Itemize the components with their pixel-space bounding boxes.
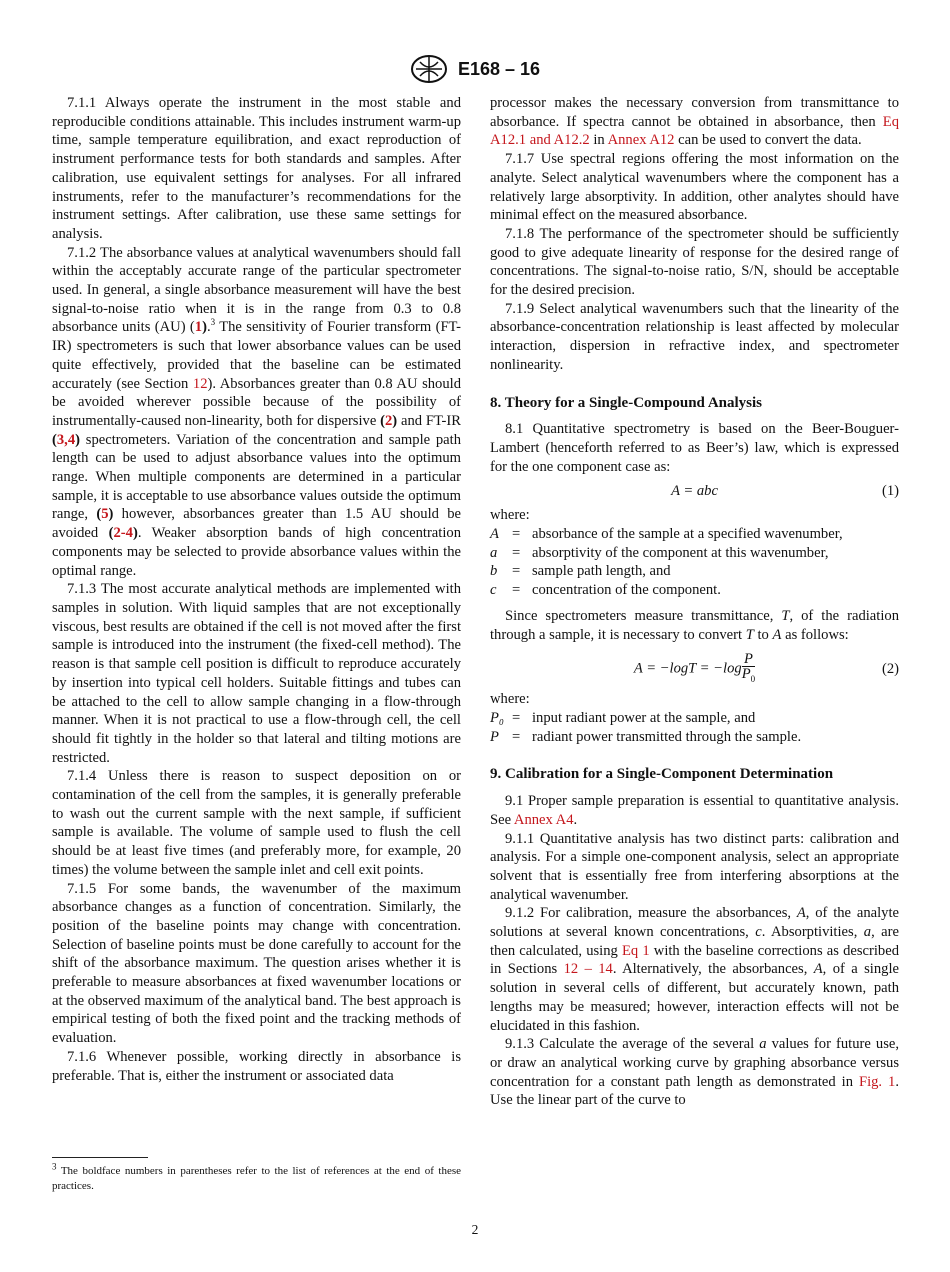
footnote-divider <box>52 1157 148 1158</box>
equation-2-number: (2) <box>881 661 899 678</box>
paragraph-7-1-2: 7.1.2 The absorbance values at analytical wavenumbers should fall within the acceptably accurate range of the particular spectrometer used. In general, a single absorbance measurement will have the best signal-to-noise ratio when it is in the range from 0.3 to 0.8 absorbance units (AU) (1).$^3$ The sensitivity of Fourier transform (FT-IR) spectrometers is such that lower absorbance values can be used quite effectively, provided that the baseline can be estimated accurately (see Section 12). Absorbances greater than 0.8 AU should be avoided wherever possible because of the possibility of instrumentally-caused non-linearity, both for dispersive (2) and FT-IR (3,4) spectrometers. Variation of the concentration and sample path length can be used to adjust absorbance values into the optimum range. When multiple components are determined in a particular sample, it is acceptable to use absorbance values outside the optimum range, (5) however, absorbances greater than 1.5 AU should be avoided (2-4). Weaker absorption bands of high concentration components may be selected to provide absorbance values within the optimal range. <box>52 244 462 579</box>
definition-row: A = absorbance of the sample at a specified wavenumber, <box>490 526 843 543</box>
definition-row: b = sample path length, and <box>490 563 671 580</box>
paragraph-7-1-6: 7.1.6 Whenever possible, working directly in absorbance is preferable. That is, either the instrument or associated data <box>52 1048 461 1084</box>
definition-row: P₀ = input radiant power at the sample, and <box>490 709 756 726</box>
equation-1 <box>490 476 899 506</box>
section-heading-8: 8. Theory for a Single-Compound Analysis <box>490 394 762 411</box>
left-column <box>52 94 461 1085</box>
ref-link-1[interactable]: 1 <box>194 319 203 336</box>
ref-link-3-4[interactable]: 3,4 <box>56 431 76 448</box>
footnote: $^3$ The boldface numbers in parentheses refer to the list of references at the end of these practices. <box>52 1161 461 1192</box>
annex-link-a4[interactable]: Annex A4 <box>513 811 574 828</box>
paragraph-7-1-6-cont: processor makes the necessary conversion from transmittance to absorbance. If spectra cannot be obtained in absorbance, then Eq A12.1 and A12.2 in Annex A12 can be used to convert the data. <box>490 95 899 149</box>
paragraph-7-1-1: 7.1.1 Always operate the instrument in the most stable and reproducible conditions attainable. This includes instrument warm-up time, sample temperature equilibration, and exact reproduction of instrument performance tests for both standards and samples. After calibration, use equivalent settings for analyses. For all infrared instruments, refer to the manufacturer’s recommendations for the instrument settings. After calibration, use these same settings for analysis. <box>52 95 461 242</box>
definition-row: c = concentration of the component. <box>490 582 721 599</box>
paragraph-9-1-1: 9.1.1 Quantitative analysis has two distinct parts: calibration and analysis. For a simple one-component analysis, select an appropriate solvent that is essentially free from interfering absorptions at the analytical wavenumber. <box>490 830 899 903</box>
paragraph-9-1: 9.1 Proper sample preparation is essential to quantitative analysis. See Annex A4. <box>490 793 899 828</box>
ref-link-5[interactable]: 5 <box>101 506 109 523</box>
equation-1-number: (1) <box>881 483 899 500</box>
section-link-12-14[interactable]: 12 – 14 <box>563 961 613 978</box>
paragraph-9-1-3: 9.1.3 Calculate the average of the several a values for future use, or draw an analytical working curve by graphing absorbance versus concentration for a constant path length as demonstrated in Fig. 1. Use the linear part of the curve to <box>490 1036 899 1109</box>
ref-link-2[interactable]: 2 <box>385 412 393 429</box>
page-header <box>0 54 950 84</box>
equation-2 <box>490 644 899 690</box>
where-label-2: where: <box>490 691 530 708</box>
standard-code: E168 – 16 <box>457 58 541 79</box>
paragraph-7-1-8: 7.1.8 The performance of the spectrometer should be sufficiently good to give adequate linearity of response for the desired range of concentrations. The signal-to-noise ratio, S/N, should be acceptable for the desired precision. <box>490 225 899 299</box>
paragraph-7-1-9: 7.1.9 Select analytical wavenumbers such that the linearity of the absorbance-concentration relationship is least affected by molecular interaction, dispersion in refractive index, and spectrometer nonlinearity. <box>490 300 899 373</box>
figure-link-1[interactable]: Fig. 1 <box>858 1073 896 1090</box>
paragraph-since-spectrometers: Since spectrometers measure transmittance, T, of the radiation through a sample, it is necessary to convert T to A as follows: <box>490 607 899 643</box>
paragraph-7-1-4: 7.1.4 Unless there is reason to suspect deposition on or contamination of the cell from the samples, it is generally preferable to wash out the current sample with the next sample, if sufficient sample is available. The volume of sample used to flush the cell should be at least five times (and preferably more, for example, 20 times) the volume between the sample inlet and cell exit points. <box>52 768 461 878</box>
eq-link-1[interactable]: Eq 1 <box>621 942 650 959</box>
astm-logo-icon <box>410 54 448 84</box>
ref-link-2-4[interactable]: 2-4 <box>113 525 133 542</box>
definition-row: a = absorptivity of the component at this wavenumber, <box>490 544 829 561</box>
equation-1-expression: A = abc <box>671 483 718 500</box>
where-label-1: where: <box>490 507 530 524</box>
definition-list-2 <box>490 709 899 746</box>
annex-link-a12[interactable]: Annex A12 <box>607 132 675 149</box>
footnote-marker: 3 <box>210 317 216 328</box>
paragraph-8-1: 8.1 Quantitative spectrometry is based on the Beer-Bouguer-Lambert (henceforth referred to as Beer’s) law, which is expressed for the one component case as: <box>490 421 899 475</box>
paragraph-7-1-3: 7.1.3 The most accurate analytical methods are implemented with samples in solution. With liquid samples that are not exceptionally viscous, best results are obtained if the cell is not moved after the first sample is introduced into the instrument (the fixed-cell method). The reason is that sample cell position is difficult to reproduce accurately by insertion into typical cell holders. Suitable fittings and tubes can be attached to the cell to allow sample changing in a flow-through manner. When it is not practical to use a flow-through cell, the cell should fit tightly in the holder so that lateral and tilting motions are restricted. <box>52 581 461 766</box>
right-column <box>490 94 899 1110</box>
definition-row: P = radiant power transmitted through the sample. <box>490 728 802 745</box>
page-number: 2 <box>471 1222 479 1237</box>
paragraph-7-1-7: 7.1.7 Use spectral regions offering the most information on the analyte. Select analytical wavenumbers where the component has a relatively large absorptivity. In addition, other analytes should have minimal effect on the measured absorbance. <box>490 151 899 224</box>
definition-list-1 <box>490 525 899 600</box>
equation-2-expression: A = −logT = −log $\frac{P}{P_0}$ <box>633 651 756 685</box>
eq-link-a12[interactable]: Eq A12.1 and A12.2 <box>490 113 899 149</box>
paragraph-9-1-2: 9.1.2 For calibration, measure the absorbances, A, of the analyte solutions at several known concentrations, c. Absorptivities, a, are then calculated, using Eq 1 with the baseline corrections as described in Sections 12 – 14. Alternatively, the absorbances, A, of a single solution in several cells of different, but accurately known, path lengths may be measured; however, interaction effects will not be elucidated in this fashion. <box>490 905 899 1034</box>
section-heading-9: 9. Calibration for a Single-Component Determination <box>490 766 834 783</box>
section-link-12[interactable]: 12 <box>192 375 208 392</box>
paragraph-7-1-5: 7.1.5 For some bands, the wavenumber of the maximum absorbance changes as a function of concentration. Similarly, the position of the baseline points may change with concentration. Selection of baseline points must be done carefully to account for the shift of the absorbance maximum. The question arises whether it is preferable to measure absorbances at fixed wavenumber locations or at the observed maximum of the analytical band. The best approach is empirical testing of both the fixed point and the tracking methods of evaluation. <box>52 880 461 1047</box>
